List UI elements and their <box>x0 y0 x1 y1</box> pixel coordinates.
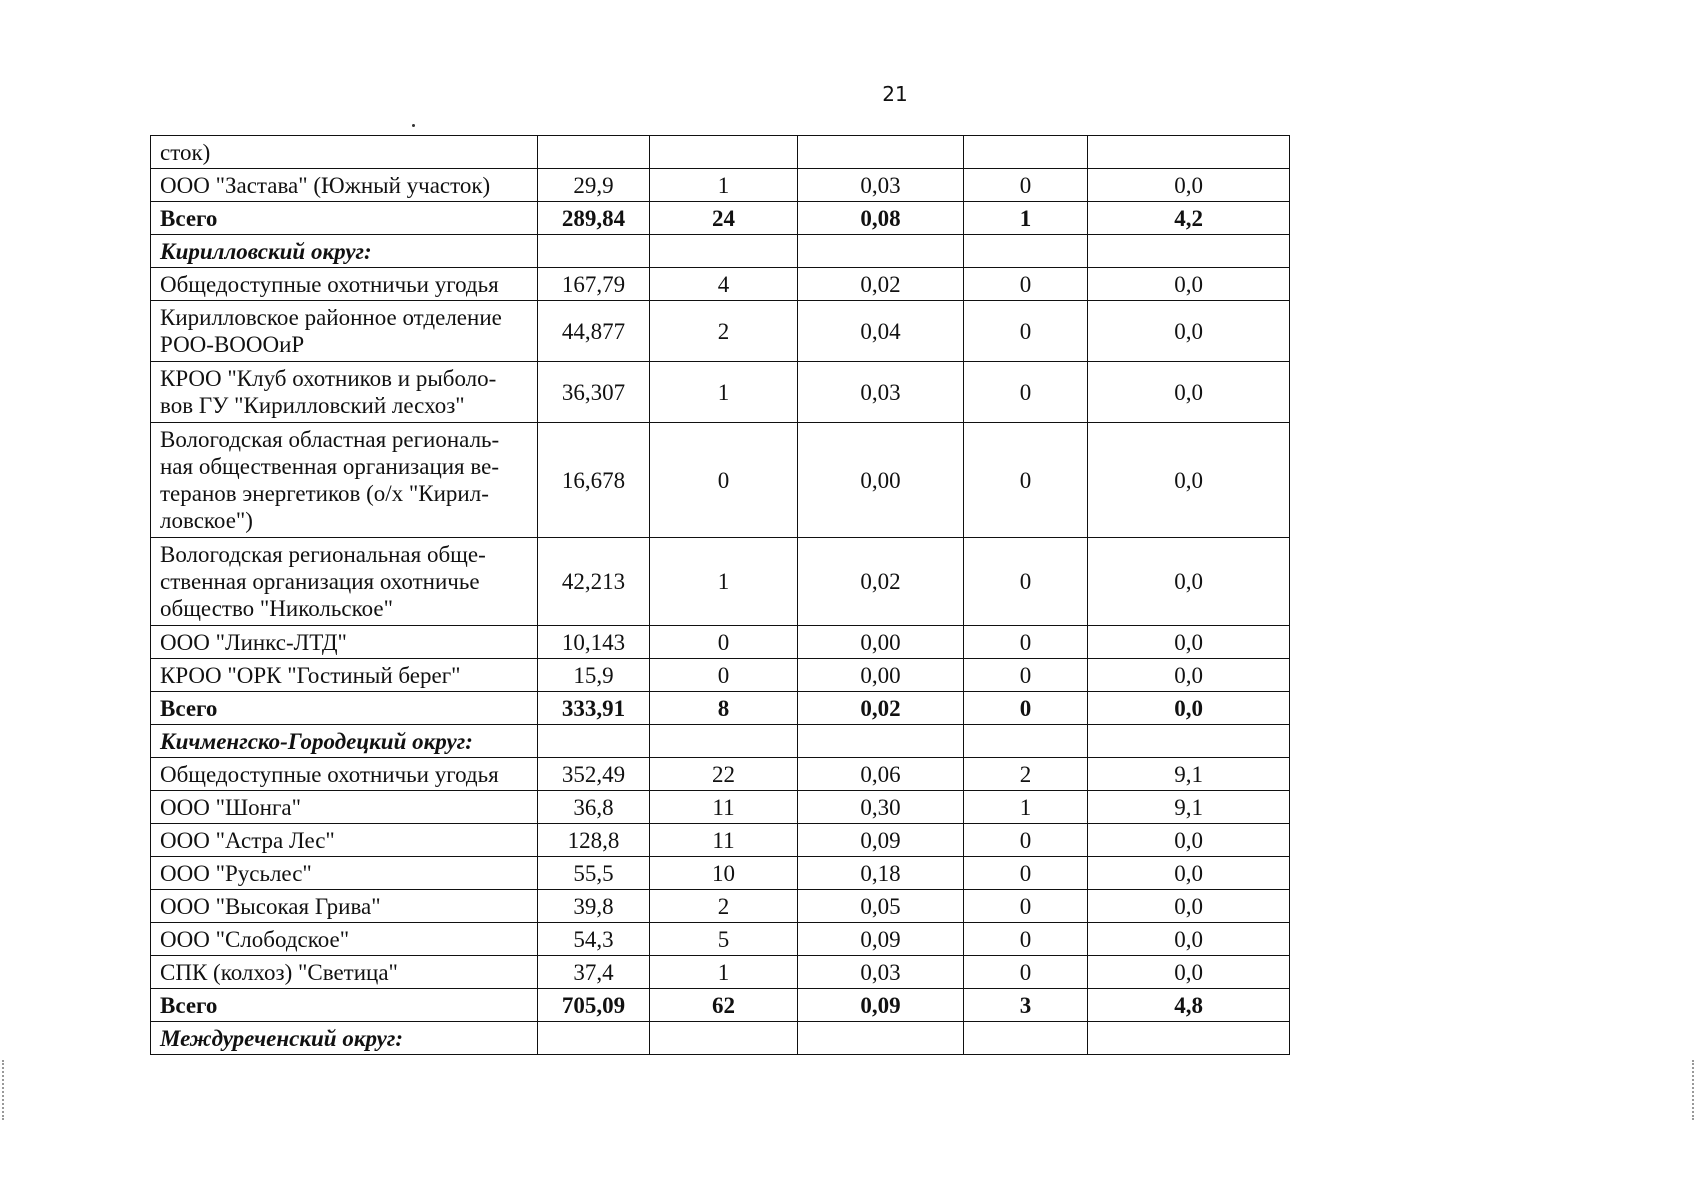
cell-area: 37,4 <box>538 956 649 989</box>
cell-violations: 0 <box>963 423 1087 538</box>
cell-count: 2 <box>649 890 798 923</box>
table-body <box>151 136 1290 1055</box>
cell-violations: 0 <box>963 301 1087 362</box>
cell-count: 24 <box>649 202 798 235</box>
table-row <box>151 423 1290 538</box>
cell-density: 0,05 <box>798 890 964 923</box>
cell-name: Всего <box>151 692 538 725</box>
cell-area: 29,9 <box>538 169 649 202</box>
cell-percent: 0,0 <box>1088 362 1290 423</box>
table-row <box>151 692 1290 725</box>
cell-area: 16,678 <box>538 423 649 538</box>
cell-percent: 0,0 <box>1088 169 1290 202</box>
cell-percent: 0,0 <box>1088 423 1290 538</box>
cell-violations: 0 <box>963 692 1087 725</box>
cell-name: СПК (колхоз) "Светица" <box>151 956 538 989</box>
cell-area: 36,8 <box>538 791 649 824</box>
cell-area: 167,79 <box>538 268 649 301</box>
cell-area: 352,49 <box>538 758 649 791</box>
cell-percent: 0,0 <box>1088 956 1290 989</box>
cell-percent <box>1088 725 1290 758</box>
cell-density: 0,04 <box>798 301 964 362</box>
cell-violations: 0 <box>963 626 1087 659</box>
cell-name: Общедоступные охотничьи угодья <box>151 268 538 301</box>
cell-percent <box>1088 136 1290 169</box>
cell-violations: 3 <box>963 989 1087 1022</box>
cell-name: ООО "Высокая Грива" <box>151 890 538 923</box>
cell-area <box>538 136 649 169</box>
cell-area: 10,143 <box>538 626 649 659</box>
cell-count: 1 <box>649 362 798 423</box>
cell-percent: 4,2 <box>1088 202 1290 235</box>
cell-density: 0,09 <box>798 824 964 857</box>
cell-area <box>538 725 649 758</box>
cell-density <box>798 136 964 169</box>
cell-count <box>649 235 798 268</box>
cell-percent: 0,0 <box>1088 890 1290 923</box>
cell-count <box>649 725 798 758</box>
cell-name: ООО "Линкс-ЛТД" <box>151 626 538 659</box>
cell-count: 22 <box>649 758 798 791</box>
table-row <box>151 169 1290 202</box>
table-row <box>151 725 1290 758</box>
cell-name: ООО "Русьлес" <box>151 857 538 890</box>
table-row <box>151 202 1290 235</box>
cell-density: 0,02 <box>798 268 964 301</box>
cell-density: 0,00 <box>798 626 964 659</box>
cell-name: Кирилловский округ: <box>151 235 538 268</box>
cell-violations: 0 <box>963 824 1087 857</box>
cell-area: 54,3 <box>538 923 649 956</box>
scan-speck <box>412 124 415 127</box>
hunting-grounds-table <box>150 135 1290 1055</box>
cell-count: 1 <box>649 538 798 626</box>
cell-area: 289,84 <box>538 202 649 235</box>
cell-violations: 0 <box>963 268 1087 301</box>
cell-density: 0,30 <box>798 791 964 824</box>
cell-name: ООО "Шонга" <box>151 791 538 824</box>
cell-name: Вологодская областная региональ-ная общественная организация ве-теранов энергетиков (о/х "Кирил-ловское") <box>151 423 538 538</box>
cell-name: ООО "Слободское" <box>151 923 538 956</box>
cell-percent: 9,1 <box>1088 791 1290 824</box>
table-row <box>151 824 1290 857</box>
cell-area: 705,09 <box>538 989 649 1022</box>
cell-percent: 0,0 <box>1088 659 1290 692</box>
cell-density: 0,08 <box>798 202 964 235</box>
cell-density: 0,09 <box>798 989 964 1022</box>
cell-count: 2 <box>649 301 798 362</box>
cell-percent: 0,0 <box>1088 692 1290 725</box>
cell-density: 0,00 <box>798 423 964 538</box>
cell-area: 39,8 <box>538 890 649 923</box>
cell-violations: 0 <box>963 956 1087 989</box>
cell-density: 0,02 <box>798 692 964 725</box>
cell-count: 4 <box>649 268 798 301</box>
table-row <box>151 538 1290 626</box>
table-row <box>151 956 1290 989</box>
scan-edge-right <box>1692 1060 1696 1120</box>
cell-area: 42,213 <box>538 538 649 626</box>
table-row <box>151 857 1290 890</box>
cell-percent: 0,0 <box>1088 301 1290 362</box>
cell-name: Кичменгско-Городецкий округ: <box>151 725 538 758</box>
cell-area: 36,307 <box>538 362 649 423</box>
cell-name: Всего <box>151 202 538 235</box>
cell-violations: 0 <box>963 538 1087 626</box>
cell-percent: 0,0 <box>1088 857 1290 890</box>
cell-count: 8 <box>649 692 798 725</box>
table-row <box>151 890 1290 923</box>
scan-edge-left <box>2 1060 6 1120</box>
cell-name: Общедоступные охотничьи угодья <box>151 758 538 791</box>
cell-percent: 0,0 <box>1088 268 1290 301</box>
cell-violations <box>963 1022 1087 1055</box>
cell-percent <box>1088 235 1290 268</box>
cell-density <box>798 725 964 758</box>
cell-name: ООО "Застава" (Южный участок) <box>151 169 538 202</box>
cell-count: 0 <box>649 659 798 692</box>
table-row <box>151 923 1290 956</box>
cell-count: 1 <box>649 956 798 989</box>
cell-count: 0 <box>649 423 798 538</box>
cell-violations: 1 <box>963 791 1087 824</box>
cell-count: 10 <box>649 857 798 890</box>
cell-violations: 1 <box>963 202 1087 235</box>
cell-name: сток) <box>151 136 538 169</box>
cell-count: 11 <box>649 824 798 857</box>
cell-violations <box>963 235 1087 268</box>
cell-percent: 9,1 <box>1088 758 1290 791</box>
cell-area: 44,877 <box>538 301 649 362</box>
cell-violations: 0 <box>963 890 1087 923</box>
cell-density: 0,00 <box>798 659 964 692</box>
cell-count: 11 <box>649 791 798 824</box>
cell-percent: 0,0 <box>1088 538 1290 626</box>
cell-count <box>649 1022 798 1055</box>
cell-area <box>538 235 649 268</box>
cell-violations: 0 <box>963 659 1087 692</box>
cell-density: 0,03 <box>798 169 964 202</box>
table-row <box>151 301 1290 362</box>
cell-density: 0,03 <box>798 956 964 989</box>
cell-density: 0,18 <box>798 857 964 890</box>
cell-area <box>538 1022 649 1055</box>
cell-name: Междуреченский округ: <box>151 1022 538 1055</box>
cell-density <box>798 1022 964 1055</box>
cell-area: 128,8 <box>538 824 649 857</box>
table-row <box>151 659 1290 692</box>
cell-name: Кирилловское районное отделение РОО-ВОООиР <box>151 301 538 362</box>
cell-density: 0,09 <box>798 923 964 956</box>
cell-area: 333,91 <box>538 692 649 725</box>
cell-name: КРОО "ОРК "Гостиный берег" <box>151 659 538 692</box>
cell-count: 5 <box>649 923 798 956</box>
table-row <box>151 136 1290 169</box>
cell-percent: 0,0 <box>1088 626 1290 659</box>
table-row <box>151 235 1290 268</box>
cell-area: 55,5 <box>538 857 649 890</box>
cell-name: Вологодская региональная обще-ственная организация охотничье общество "Никольское" <box>151 538 538 626</box>
table-row <box>151 791 1290 824</box>
cell-count <box>649 136 798 169</box>
cell-violations <box>963 136 1087 169</box>
cell-name: ООО "Астра Лес" <box>151 824 538 857</box>
cell-density <box>798 235 964 268</box>
table-row <box>151 989 1290 1022</box>
cell-violations: 0 <box>963 857 1087 890</box>
cell-violations: 2 <box>963 758 1087 791</box>
cell-count: 1 <box>649 169 798 202</box>
page-number: 21 <box>882 82 908 106</box>
cell-density: 0,02 <box>798 538 964 626</box>
cell-name: КРОО "Клуб охотников и рыболо-вов ГУ "Кирилловский лесхоз" <box>151 362 538 423</box>
cell-density: 0,06 <box>798 758 964 791</box>
cell-name: Всего <box>151 989 538 1022</box>
table-row <box>151 1022 1290 1055</box>
cell-violations: 0 <box>963 169 1087 202</box>
table-row <box>151 268 1290 301</box>
cell-count: 0 <box>649 626 798 659</box>
table-row <box>151 626 1290 659</box>
cell-percent: 0,0 <box>1088 923 1290 956</box>
cell-percent: 0,0 <box>1088 824 1290 857</box>
cell-density: 0,03 <box>798 362 964 423</box>
cell-violations: 0 <box>963 923 1087 956</box>
table-row <box>151 362 1290 423</box>
table-row <box>151 758 1290 791</box>
cell-violations <box>963 725 1087 758</box>
cell-percent: 4,8 <box>1088 989 1290 1022</box>
cell-violations: 0 <box>963 362 1087 423</box>
cell-count: 62 <box>649 989 798 1022</box>
cell-percent <box>1088 1022 1290 1055</box>
cell-area: 15,9 <box>538 659 649 692</box>
